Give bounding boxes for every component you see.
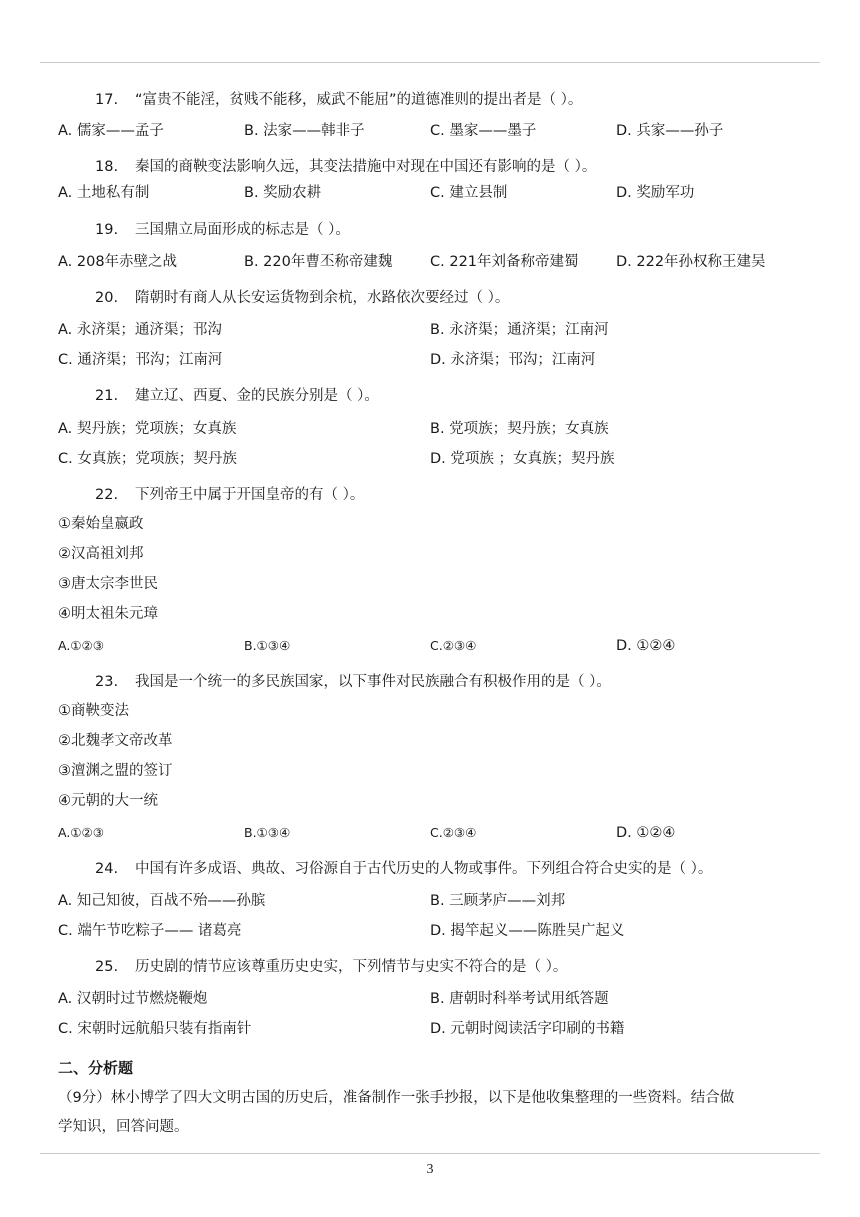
option-b: B.①③④	[244, 638, 291, 653]
section-intro-continued: 学知识，回答问题。	[58, 1119, 189, 1135]
question-number: 22.	[95, 487, 119, 503]
option-b: B. 奖励农耕	[244, 185, 322, 201]
section-heading: 二、分析题	[58, 1059, 134, 1077]
section-intro: （9分）林小博学了四大文明古国的历史后，准备制作一张手抄报，以下是他收集整理的一些资料。结合做	[58, 1090, 735, 1106]
statement-item: ①秦始皇嬴政	[58, 516, 144, 532]
option-d: D. ①②④	[616, 825, 676, 841]
statement-item: ④元朝的大一统	[58, 793, 158, 809]
option-c: C. 221年刘备称帝建蜀	[430, 254, 579, 270]
option-c: C.②③④	[430, 638, 477, 653]
question-number: 25.	[95, 959, 119, 975]
option-d: D. 222年孙权称王建吴	[616, 254, 766, 270]
question-stem: 中国有许多成语、典故、习俗源自于古代历史的人物或事件。下列组合符合史实的是（ ）。	[135, 861, 713, 877]
option-a: A. 汉朝时过节燃烧鞭炮	[58, 991, 208, 1007]
option-a: A. 契丹族；党项族；女真族	[58, 421, 237, 437]
option-d: D. 兵家——孙子	[616, 123, 724, 139]
option-b: B. 三顾茅庐——刘邦	[430, 893, 566, 909]
option-b: B. 220年曹丕称帝建魏	[244, 254, 393, 270]
question-stem: 我国是一个统一的多民族国家，以下事件对民族融合有积极作用的是（ ）。	[135, 674, 611, 690]
question-number: 17.	[95, 92, 119, 108]
option-a: A. 208年赤壁之战	[58, 254, 178, 270]
question-number: 19.	[95, 222, 119, 238]
option-c: C. 宋朝时远航船只装有指南针	[58, 1021, 252, 1037]
option-c: C. 端午节吃粽子—— 诸葛亮	[58, 923, 242, 939]
statement-item: ③唐太宗李世民	[58, 576, 158, 592]
question-23	[95, 672, 611, 692]
question-19	[95, 220, 350, 240]
option-a: A. 永济渠；通济渠；邗沟	[58, 322, 222, 338]
option-b: B. 永济渠；通济渠；江南河	[430, 322, 609, 338]
question-24	[95, 859, 712, 879]
option-a: A. 知己知彼，百战不殆——孙膑	[58, 893, 266, 909]
question-20	[95, 288, 509, 308]
question-18	[95, 157, 596, 177]
question-number: 23.	[95, 674, 119, 690]
statement-item: ②北魏孝文帝改革	[58, 733, 173, 749]
statement-item: ①商鞅变法	[58, 703, 129, 719]
question-25	[95, 957, 567, 977]
question-21	[95, 386, 379, 406]
question-number: 24.	[95, 861, 119, 877]
option-d: D. 奖励军功	[616, 185, 695, 201]
question-number: 21.	[95, 388, 119, 404]
option-d: D. 党项族 ；女真族；契丹族	[430, 451, 615, 467]
statement-item: ③澶渊之盟的签订	[58, 763, 173, 779]
statement-item: ②汉高祖刘邦	[58, 546, 144, 562]
option-a: A.①②③	[58, 825, 104, 840]
option-d: D. 永济渠；邗沟；江南河	[430, 352, 596, 368]
option-c: C. 女真族；党项族；契丹族	[58, 451, 237, 467]
question-stem: 建立辽、西夏、金的民族分别是（ ）。	[135, 388, 379, 404]
question-number: 18.	[95, 159, 119, 175]
option-c: C. 建立县制	[430, 185, 508, 201]
page-number: 3	[426, 1162, 434, 1177]
question-stem: “富贵不能淫，贫贱不能移，威武不能屈”的道德准则的提出者是（ ）。	[135, 92, 583, 108]
question-stem: 下列帝王中属于开国皇帝的有（ ）。	[135, 487, 365, 503]
question-number: 20.	[95, 290, 119, 306]
option-c: C. 墨家——墨子	[430, 123, 537, 139]
question-stem: 历史剧的情节应该尊重历史史实，下列情节与史实不符合的是（ ）。	[135, 959, 568, 975]
top-rule	[40, 62, 820, 63]
option-c: C. 通济渠；邗沟；江南河	[58, 352, 223, 368]
statement-item: ④明太祖朱元璋	[58, 606, 158, 622]
option-b: B. 唐朝时科举考试用纸答题	[430, 991, 609, 1007]
option-a: A. 儒家——孟子	[58, 123, 164, 139]
question-stem: 隋朝时有商人从长安运货物到余杭，水路依次要经过（ ）。	[135, 290, 510, 306]
option-a: A. 土地私有制	[58, 185, 150, 201]
option-d: D. 元朝时阅读活字印刷的书籍	[430, 1021, 625, 1037]
option-d: D. 揭竿起义——陈胜吴广起义	[430, 923, 625, 939]
question-stem: 三国鼎立局面形成的标志是（ ）。	[135, 222, 350, 238]
option-a: A.①②③	[58, 638, 104, 653]
option-c: C.②③④	[430, 825, 477, 840]
option-b: B.①③④	[244, 825, 291, 840]
option-b: B. 法家——韩非子	[244, 123, 365, 139]
question-17	[95, 90, 582, 110]
option-d: D. ①②④	[616, 638, 676, 654]
question-22	[95, 485, 364, 505]
question-stem: 秦国的商鞅变法影响久远，其变法措施中对现在中国还有影响的是（ ）。	[135, 159, 597, 175]
footer-rule	[40, 1153, 820, 1154]
option-b: B. 党项族；契丹族；女真族	[430, 421, 609, 437]
